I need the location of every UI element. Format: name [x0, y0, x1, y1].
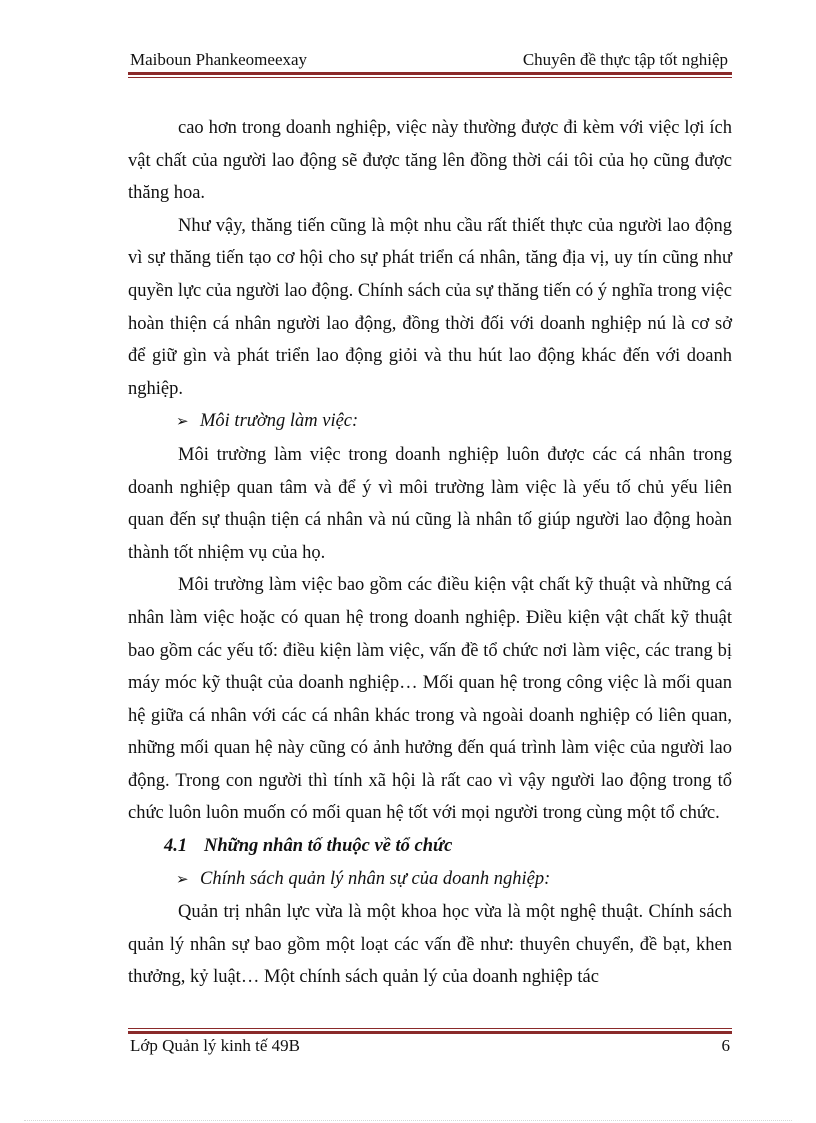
- section-title: Những nhân tố thuộc về tổ chức: [204, 836, 453, 857]
- section-number: 4.1: [164, 836, 188, 857]
- paragraph-3: Môi trường làm việc trong doanh nghiệp luôn được các cá nhân trong doanh nghiệp quan tâm và để ý vì môi trường làm việc là yếu tố chủ yếu liên quan đến sự thuận tiện cá nhân và nú cũng là nhân tố giúp người lao động hoàn thành tốt nhiệm vụ của họ.: [128, 444, 732, 563]
- arrow-right-icon: ➢: [176, 414, 189, 431]
- header-author: Maiboun Phankeomeexay: [130, 50, 308, 69]
- section-heading: [128, 830, 732, 863]
- header-rule-thin: [128, 77, 732, 78]
- bullet-label: Chính sách quản lý nhân sự của doanh nghiệp:: [200, 868, 551, 889]
- bullet-label: Môi trường làm việc:: [200, 411, 359, 432]
- page-header: [128, 50, 732, 72]
- page-number: 6: [721, 1036, 730, 1055]
- header-rule-thick: [128, 72, 732, 75]
- page-edge-divider: [24, 1120, 792, 1121]
- paragraph-4: Môi trường làm việc bao gồm các điều kiện vật chất kỹ thuật và những cá nhân làm việc hoặc có quan hệ trong doanh nghiệp. Điều kiện vật chất kỹ thuật bao gồm các yếu tố: điều kiện làm việc, vấn đề tổ chức nơi làm việc, các trang bị máy móc kỹ thuật của doanh nghiệp… Mối quan hệ trong công việc là mối quan hệ giữa cá nhân với các cá nhân khác trong và ngoài doanh nghiệp có liên quan, những mối quan hệ này cũng có ảnh hưởng đến quá trình làm việc của người lao động. Trong con người thì tính xã hội là rất cao vì vậy người lao động trong tổ chức luôn luôn muốn có mối quan hệ tốt với mọi người trong cùng một tổ chức.: [128, 575, 732, 824]
- bullet-work-environment: [128, 405, 732, 439]
- page-body: [128, 112, 732, 994]
- paragraph-1: cao hơn trong doanh nghiệp, việc này thường được đi kèm với việc lợi ích vật chất của người lao động sẽ được tăng lên đồng thời cái tôi của họ cũng được thăng hoa.: [128, 118, 732, 204]
- footer-rule-thick: [128, 1031, 732, 1034]
- bullet-hr-policy: [128, 863, 732, 897]
- arrow-right-icon: ➢: [176, 871, 189, 888]
- paragraph-2: Như vậy, thăng tiến cũng là một nhu cầu rất thiết thực của người lao động vì sự thăng tiến tạo cơ hội cho sự phát triển cá nhân, tăng địa vị, uy tín cũng như quyền lực của người lao động. Chính sách của sự thăng tiến có ý nghĩa trong việc hoàn thiện cá nhân người lao động, đồng thời đối với doanh nghiệp nú là cơ sở để giữ gìn và phát triển lao động giỏi và thu hút lao động khác đến với doanh nghiệp.: [128, 215, 732, 399]
- footer-rule-thin: [128, 1028, 732, 1029]
- footer-class-name: Lớp Quản lý kinh tế 49B: [130, 1036, 300, 1055]
- header-title: Chuyên đề thực tập tốt nghiệp: [522, 50, 728, 69]
- paragraph-5: Quản trị nhân lực vừa là một khoa học vừa là một nghệ thuật. Chính sách quản lý nhân sự bao gồm một loạt các vấn đề như: thuyên chuyển, đề bạt, khen thưởng, kỷ luật… Một chính sách quản lý của doanh nghiệp tác: [128, 902, 732, 988]
